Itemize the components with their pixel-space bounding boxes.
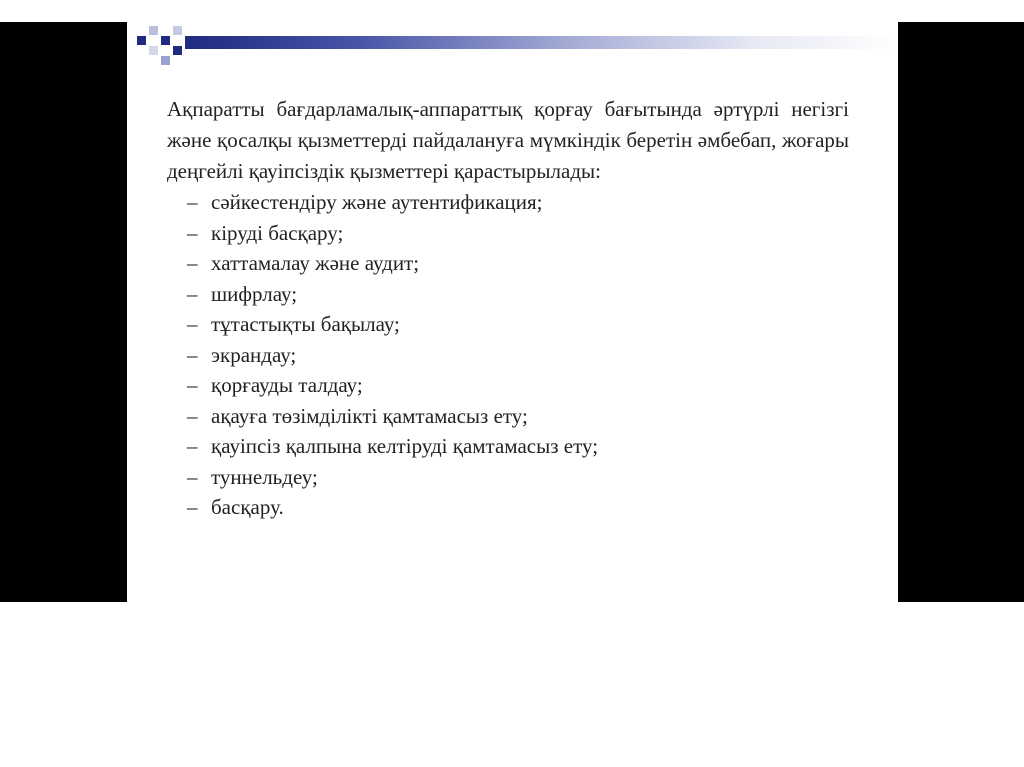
bullet-dash: –	[187, 434, 198, 458]
deco-square	[137, 36, 146, 45]
list-item	[187, 462, 849, 493]
list-item-label: қауіпсіз қалпына келтіруді қамтамасыз ету;	[211, 434, 599, 458]
list-item	[187, 492, 849, 523]
list-item	[187, 218, 849, 249]
bullet-dash: –	[187, 251, 198, 275]
list-item-label: тұтастықты бақылау;	[211, 312, 400, 336]
list-item-label: ақауға төзімділікті қамтамасыз ету;	[211, 403, 528, 428]
list-item-label: қорғауды талдау;	[211, 373, 363, 397]
list-item-label: басқару.	[211, 495, 284, 519]
intro-paragraph: Ақпаратты бағдарламалық-аппараттық қорғау бағытында әртүрлі негізгі және қосалқы қызметтерді пайдалануға мүмкіндік беретін әмбебап, жоғары деңгейлі қауіпсіздік қызметтері қарастырылады:	[167, 97, 849, 183]
header-gradient-bar	[185, 36, 898, 49]
bullet-dash: –	[187, 281, 198, 306]
bullet-dash: –	[187, 403, 198, 428]
slide-content	[167, 94, 849, 523]
list-item-label: сәйкестендіру және аутентификация;	[211, 190, 543, 214]
bullet-dash: –	[187, 464, 198, 489]
deco-square	[149, 46, 158, 55]
list-item-label: кіруді басқару;	[211, 220, 344, 245]
list-item-label: шифрлау;	[211, 281, 298, 306]
deco-square	[161, 36, 170, 45]
list-item	[187, 431, 849, 462]
list-item	[187, 279, 849, 310]
deco-square	[173, 46, 182, 55]
bullet-dash: –	[187, 312, 198, 336]
list-item	[187, 340, 849, 371]
deco-square	[149, 26, 158, 35]
bullet-dash: –	[187, 190, 198, 214]
bullet-dash: –	[187, 373, 198, 397]
list-item-label: туннельдеу;	[211, 464, 318, 489]
list-item	[187, 370, 849, 401]
list-item	[187, 187, 849, 218]
bullet-dash: –	[187, 342, 198, 367]
slide-header-decoration	[127, 22, 898, 70]
bullet-dash: –	[187, 495, 198, 519]
list-item	[187, 248, 849, 279]
list-item	[187, 309, 849, 340]
deco-square	[173, 26, 182, 35]
bullet-dash: –	[187, 220, 198, 245]
deco-square	[161, 56, 170, 65]
list-item-label: хаттамалау және аудит;	[211, 251, 420, 275]
list-item	[187, 401, 849, 432]
slide	[127, 22, 898, 602]
services-list	[167, 187, 849, 523]
list-item-label: экрандау;	[211, 342, 297, 367]
